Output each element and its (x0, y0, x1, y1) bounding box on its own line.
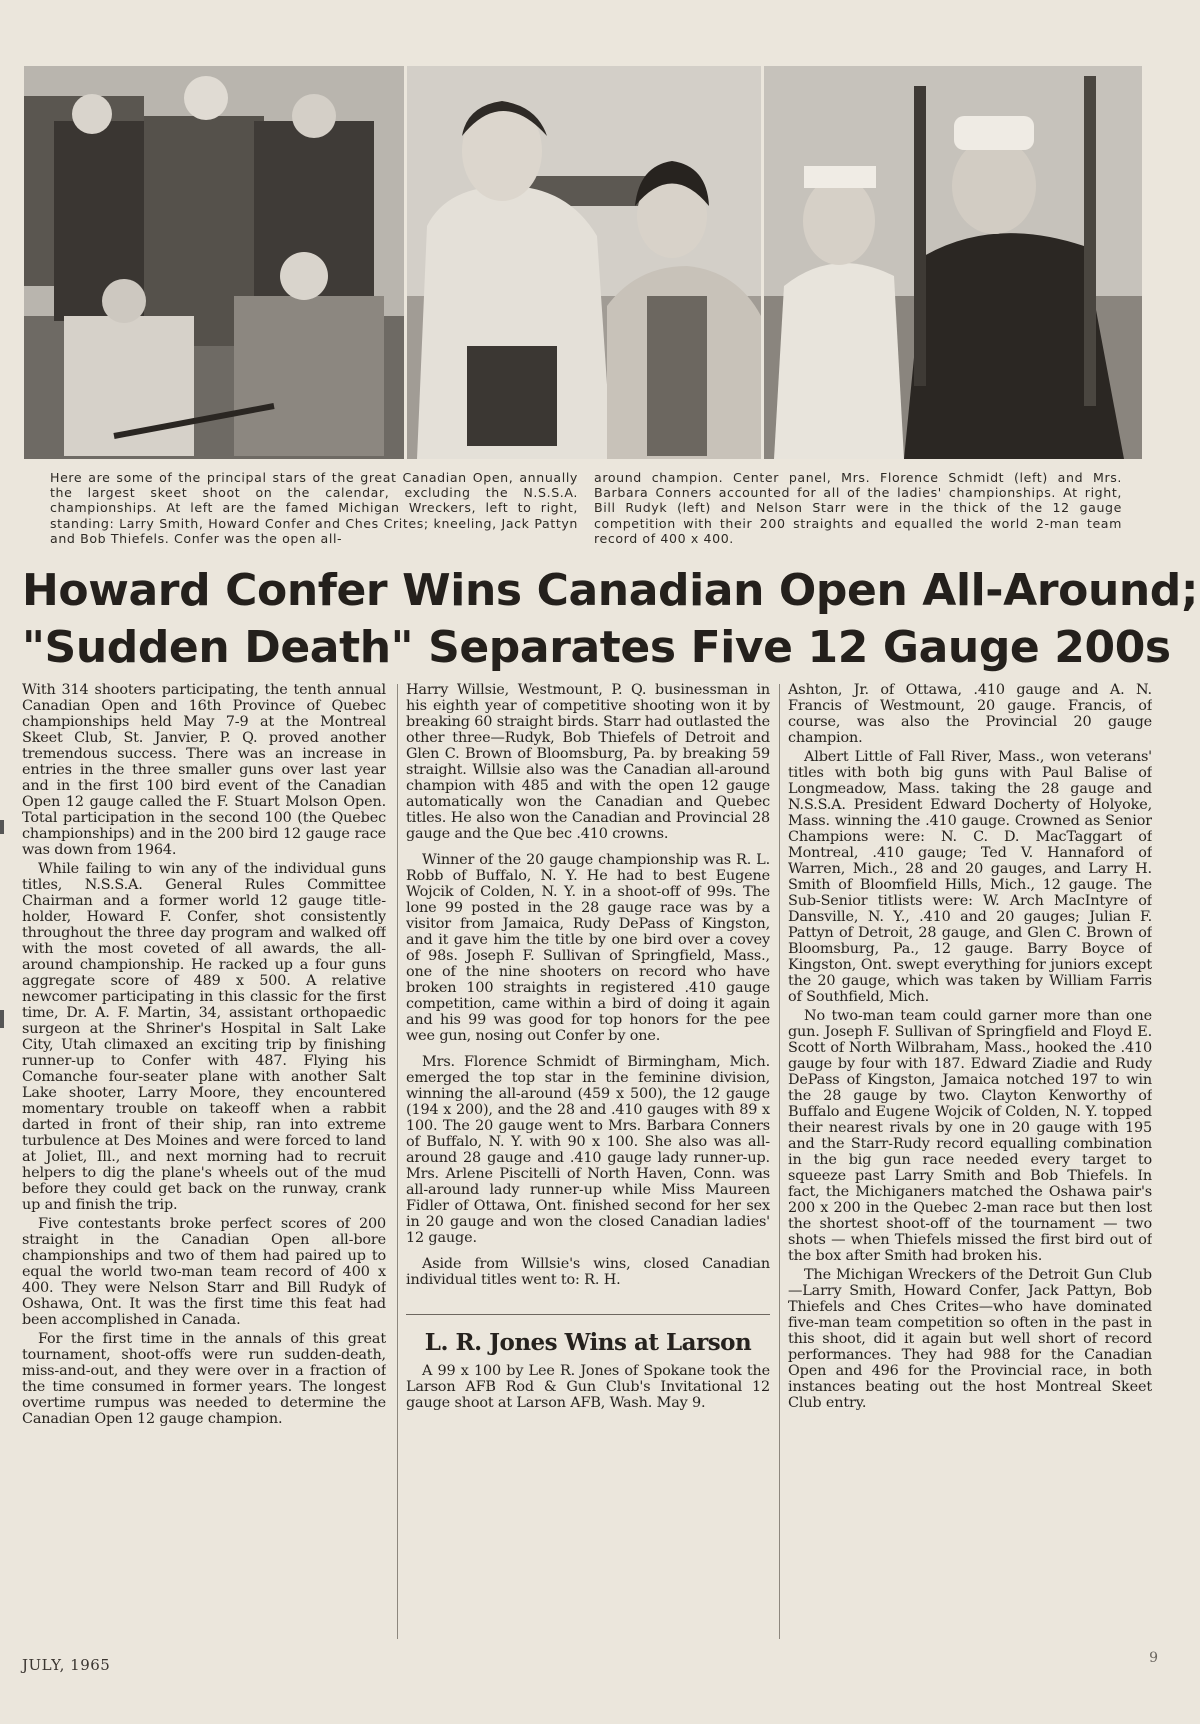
page-number: 9 (1149, 1650, 1158, 1666)
sidebar-paragraph: A 99 x 100 by Lee R. Jones of Spokane took the Larson AFB Rod & Gun Club's Invitational 12 gauge shoot at Larson AFB, Wash. May 9. (406, 1363, 770, 1411)
article-paragraph: Aside from Willsie's wins, closed Canadian individual titles went to: R. H. (406, 1256, 770, 1288)
article-paragraph: For the first time in the annals of this great tournament, shoot-offs were run sudden-death, miss-and-out, and they were over in a fraction of the time consumed in former years. The longest overtime rumpus was needed to determine the Canadian Open 12 gauge champion. (22, 1331, 386, 1427)
sidebar-headline: L. R. Jones Wins at Larson (424, 1329, 752, 1356)
article-column-1 (22, 682, 386, 1642)
article-paragraph: While failing to win any of the individual guns titles, N.S.S.A. General Rules Committee Chairman and a former world 12 gauge title-holder, Howard F. Confer, shot consistently throughout the three day program and walked off with the most coveted of all awards, the all-around championship. He racked up a four guns aggregate score of 489 x 500. A relative newcomer participating in this classic for the first time, Dr. A. F. Martin, 34, assistant orthopaedic surgeon at the Shriner's Hospital in Salt Lake City, Utah climaxed an exciting trip by finishing runner-up to Confer with 487. Flying his Comanche four-seater plane with another Salt Lake shooter, Larry Moore, they encountered momentary trouble on takeoff when a rabbit darted in front of their ship, ran into extreme turbulence at Des Moines and were forced to land at Joliet, Ill., and next morning had to recruit helpers to dig the plane's wheels out of the mud before they could get back on the runway, crank up and finish the trip. (22, 861, 386, 1213)
margin-scan-mark (0, 1010, 4, 1028)
article-paragraph: With 314 shooters participating, the tenth annual Canadian Open and 16th Province of Quebec championships held May 7-9 at the Montreal Skeet Club, St. Janvier, P. Q. proved another tremendous success. There was an increase in entries in the three smaller guns over last year and in the first 100 bird event of the Canadian Open 12 gauge called the F. Stuart Molson Open. Total participation in the second 100 (the Quebec championships) and in the 200 bird 12 gauge race was down from 1964. (22, 682, 386, 858)
photo-strip (24, 66, 1142, 459)
issue-date: JULY, 1965 (22, 1656, 111, 1674)
article-paragraph: Mrs. Florence Schmidt of Birmingham, Mich. emerged the top star in the feminine division, winning the all-around (459 x 500), the 12 gauge (194 x 200), and the 28 and .410 gauges with 89 x 100. The 20 gauge went to Mrs. Barbara Conners of Buffalo, N. Y. with 90 x 100. She also was all-around 28 gauge and .410 gauge lady runner-up. Mrs. Arlene Piscitelli of North Haven, Conn. was all-around lady runner-up while Miss Maureen Fidler of Ottawa, Ont. finished second for her sex in 20 gauge and won the closed Canadian ladies' 12 gauge. (406, 1054, 770, 1246)
ladies-champions-photo (407, 66, 761, 459)
margin-scan-mark (0, 820, 4, 834)
page-title (22, 562, 1199, 676)
article-paragraph: Ashton, Jr. of Ottawa, .410 gauge and A. N. Francis of Westmount, 20 gauge. Francis, of course, was also the Provincial 20 gauge champion. (788, 682, 1152, 746)
headline-line-1: Howard Confer Wins Canadian Open All-Around; (22, 565, 1199, 616)
headline-line-2: "Sudden Death" Separates Five 12 Gauge 200s (22, 622, 1171, 673)
article-paragraph: Winner of the 20 gauge championship was R. L. Robb of Buffalo, N. Y. He had to best Eugene Wojcik of Colden, N. Y. in a shoot-off of 99s. The lone 99 posted in the 28 gauge race was by a visitor from Jamaica, Rudy DePass of Kingston, and it gave him the title by one bird over a covey of 98s. Joseph F. Sullivan of Springfield, Mass., one of the nine shooters on record who have broken 100 straights in registered .410 gauge competition, came within a bird of doing it again and his 99 was good for top honors for the pee wee gun, nosing out Confer by one. (406, 852, 770, 1044)
article-paragraph: No two-man team could garner more than one gun. Joseph F. Sullivan of Springfield and Floyd E. Scott of North Wilbraham, Mass., hooked the .410 gauge by four with 187. Edward Ziadie and Rudy DePass of Kingston, Jamaica notched 197 to win the 28 gauge by two. Clayton Kenworthy of Buffalo and Eugene Wojcik of Colden, N. Y. topped their nearest rivals by one in 20 gauge with 195 and the Starr-Rudy record equalling combination in the big gun race needed every target to squeeze past Larry Smith and Bob Thiefels. In fact, the Michiganers matched the Oshawa pair's 200 x 200 in the Quebec 2-man race but then lost the shortest shoot-off of the tournament — two shots — when Thiefels missed the first bird out of the box after Smith had broken his. (788, 1008, 1152, 1264)
photo-caption-right: around champion. Center panel, Mrs. Florence Schmidt (left) and Mrs. Barbara Conners accounted for all of the ladies' championships. At right, Bill Rudyk (left) and Nelson Starr were in the thick of the 12 gauge competition with their 200 straights and equalled the world 2-man team record of 400 x 400. (594, 470, 1122, 546)
article-paragraph: The Michigan Wreckers of the Detroit Gun Club—Larry Smith, Howard Confer, Jack Pattyn, Bob Thiefels and Ches Crites—who have dominated five-man team competition so often in the past in this shoot, did it again but well short of record performances. They had 988 for the Canadian Open and 496 for the Provincial race, in both instances beating out the host Montreal Skeet Club entry. (788, 1267, 1152, 1411)
column-divider (779, 684, 780, 1639)
article-paragraph: Five contestants broke perfect scores of 200 straight in the Canadian Open all-bore championships and two of them had paired up to equal the world two-man team record of 400 x 400. They were Nelson Starr and Bill Rudyk of Oshawa, Ont. It was the first time this feat had been accomplished in Canada. (22, 1216, 386, 1328)
column-divider (397, 684, 398, 1639)
article-column-3 (788, 682, 1152, 1642)
michigan-wreckers-photo (24, 66, 404, 459)
subhead-divider (406, 1314, 770, 1315)
article-paragraph: Harry Willsie, Westmount, P. Q. businessman in his eighth year of competitive shooting won it by breaking 60 straight birds. Starr had outlasted the other three—Rudyk, Bob Thiefels of Detroit and Glen C. Brown of Bloomsburg, Pa. by breaking 59 straight. Willsie also was the Canadian all-around champion with 485 and with the open 12 gauge automatically won the Canadian and Quebec titles. He also won the Canadian and Provincial 28 gauge and the Que bec .410 crowns. (406, 682, 770, 842)
article-paragraph: Albert Little of Fall River, Mass., won veterans' titles with both big guns with Paul Balise of Longmeadow, Mass. taking the 28 gauge and N.S.S.A. President Edward Docherty of Holyoke, Mass. winning the .410 gauge. Crowned as Senior Champions were: N. C. D. MacTaggart of Montreal, .410 gauge; Ted V. Hannaford of Warren, Mich., 28 and 20 gauges, and Larry H. Smith of Bloomfield Hills, Mich., 12 gauge. The Sub-Senior titlists were: W. Arch MacIntyre of Dansville, N. Y., .410 and 20 gauges; Julian F. Pattyn of Detroit, 28 gauge, and Glen C. Brown of Bloomsburg, Pa., 12 gauge. Barry Boyce of Kingston, Ont. swept everything for juniors except the 20 gauge, which was taken by William Farris of Southfield, Mich. (788, 749, 1152, 1005)
photo-caption-left: Here are some of the principal stars of the great Canadian Open, annually the largest skeet shoot on the calendar, excluding the N.S.S.A. championships. At left are the famed Michigan Wreckers, left to right, standing: Larry Smith, Howard Confer and Ches Crites; kneeling, Jack Pattyn and Bob Thiefels. Confer was the open all- (50, 470, 578, 546)
rudyk-starr-photo (764, 66, 1142, 459)
article-column-2 (406, 682, 770, 1642)
